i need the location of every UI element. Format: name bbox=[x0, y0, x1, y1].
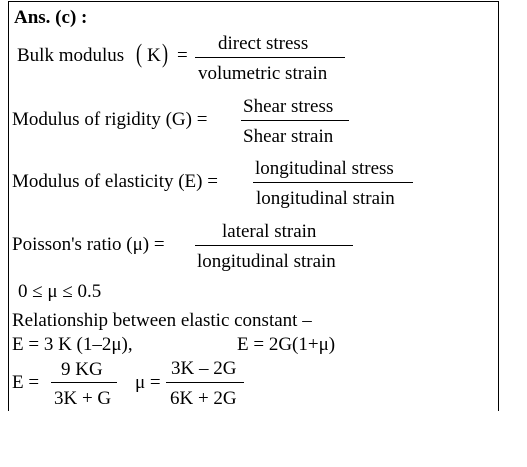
relationship-eq2: E = 2G(1+μ) bbox=[237, 334, 336, 355]
bulk-close-paren: ) bbox=[162, 39, 169, 68]
poisson-range: 0 ≤ μ ≤ 0.5 bbox=[18, 281, 102, 302]
relationship-eq1: E = 3 K (1–2μ), bbox=[12, 334, 133, 355]
poisson-label: Poisson's ratio (μ) = bbox=[12, 234, 165, 255]
elasticity-denominator: longitudinal strain bbox=[256, 188, 395, 209]
bulk-equals: = bbox=[177, 45, 188, 66]
answer-label: Ans. (c) : bbox=[14, 7, 88, 28]
poisson-numerator: lateral strain bbox=[222, 221, 317, 242]
elasticity-numerator: longitudinal stress bbox=[255, 158, 394, 179]
bulk-open-paren: ( bbox=[136, 39, 143, 68]
bulk-fraction-bar bbox=[195, 57, 345, 58]
bulk-modulus-label: Bulk modulus bbox=[17, 45, 125, 66]
e-formula-denominator: 3K + G bbox=[54, 388, 112, 409]
elasticity-label: Modulus of elasticity (E) = bbox=[12, 171, 218, 192]
relationship-heading: Relationship between elastic constant – bbox=[12, 310, 312, 331]
elasticity-fraction-bar bbox=[253, 182, 413, 183]
mu-formula-numerator: 3K – 2G bbox=[171, 358, 237, 379]
e-formula-lhs: E = bbox=[12, 372, 40, 393]
mu-formula-lhs: μ = bbox=[135, 372, 161, 393]
mu-formula-denominator: 6K + 2G bbox=[170, 388, 237, 409]
e-formula-fraction-bar bbox=[51, 382, 117, 383]
rigidity-numerator: Shear stress bbox=[243, 96, 334, 117]
bulk-denominator: volumetric strain bbox=[198, 63, 328, 84]
rigidity-label: Modulus of rigidity (G) = bbox=[12, 109, 208, 130]
poisson-denominator: longitudinal strain bbox=[197, 251, 336, 272]
bulk-symbol: K bbox=[147, 45, 161, 66]
rigidity-denominator: Shear strain bbox=[243, 126, 334, 147]
poisson-fraction-bar bbox=[195, 245, 353, 246]
bulk-numerator: direct stress bbox=[218, 33, 309, 54]
mu-formula-fraction-bar bbox=[166, 382, 244, 383]
e-formula-numerator: 9 KG bbox=[61, 359, 103, 380]
rigidity-fraction-bar bbox=[241, 120, 349, 121]
